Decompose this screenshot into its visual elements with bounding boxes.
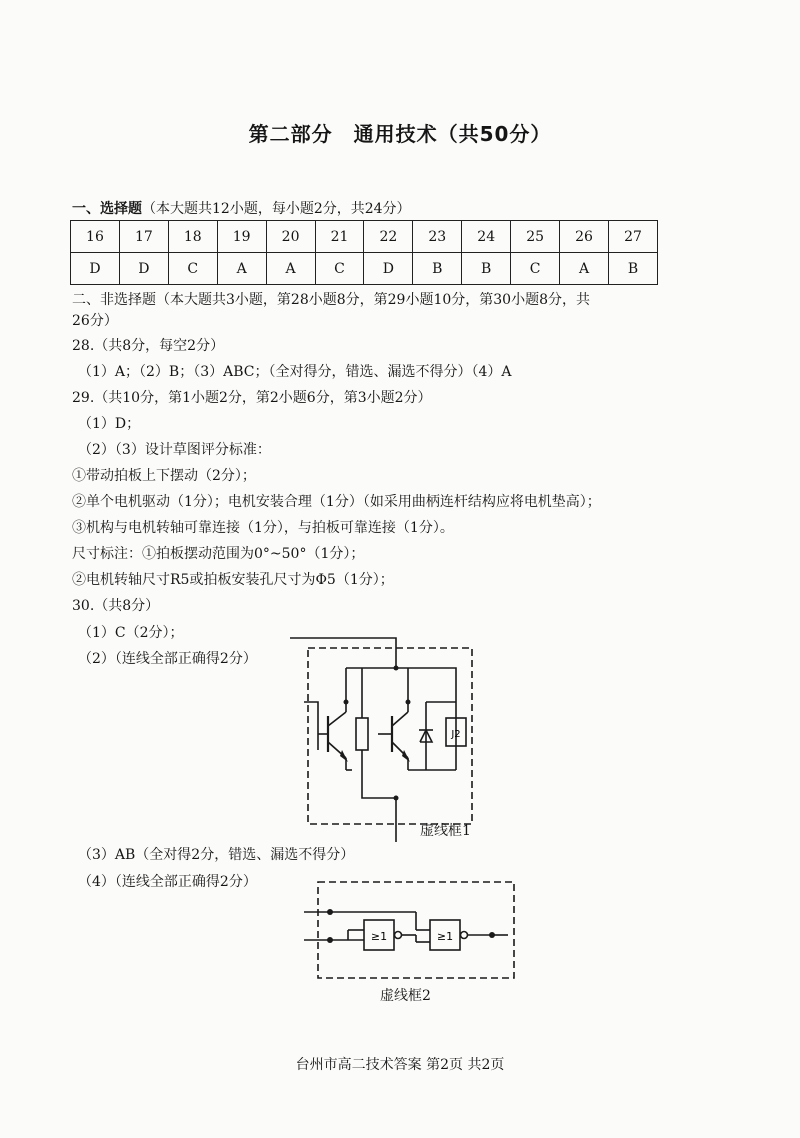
question-cell: 18 bbox=[168, 221, 217, 253]
q30-part3: （3）AB（全对得2分，错选、漏选不得分） bbox=[78, 847, 355, 863]
q29-criterion-3: ③机构与电机转轴可靠连接（1分），与拍板可靠连接（1分）。 bbox=[72, 520, 454, 536]
answer-cell: B bbox=[608, 253, 657, 285]
section1-note: （本大题共12小题，每小题2分，共24分） bbox=[142, 201, 411, 217]
section1-heading-row bbox=[72, 200, 411, 218]
figure2-caption: 虚线框2 bbox=[380, 988, 431, 1004]
page-title: 第二部分 通用技术（共50分） bbox=[248, 122, 552, 146]
question-cell: 20 bbox=[266, 221, 315, 253]
q29-dimension-1: 尺寸标注：①拍板摆动范围为0°~50°（1分）； bbox=[72, 546, 365, 562]
question-cell: 24 bbox=[462, 221, 511, 253]
answer-table bbox=[70, 220, 658, 285]
gate1-label: ≥1 bbox=[370, 930, 388, 943]
q30-part4: （4）（连线全部正确得2分） bbox=[78, 874, 257, 890]
answer-cell: D bbox=[364, 253, 413, 285]
answer-cell: A bbox=[266, 253, 315, 285]
answer-row bbox=[71, 253, 658, 285]
question-cell: 19 bbox=[217, 221, 266, 253]
page-footer: 台州市高二技术答案 第2页 共2页 bbox=[295, 1057, 505, 1073]
q28-answer: （1）A；（2）B；（3）ABC；（全对得分，错选、漏选不得分）（4）A bbox=[78, 364, 512, 380]
question-cell: 16 bbox=[71, 221, 120, 253]
answer-cell: A bbox=[217, 253, 266, 285]
q29-part1: （1）D； bbox=[78, 416, 141, 432]
question-number-row bbox=[71, 221, 658, 253]
answer-cell: C bbox=[168, 253, 217, 285]
q29-criterion-2: ②单个电机驱动（1分）；电机安装合理（1分）（如采用曲柄连杆结构应将电机垫高）； bbox=[72, 494, 601, 510]
gate2-label: ≥1 bbox=[436, 930, 454, 943]
answer-cell: A bbox=[560, 253, 609, 285]
question-cell: 21 bbox=[315, 221, 364, 253]
answer-cell: D bbox=[71, 253, 120, 285]
question-cell: 26 bbox=[560, 221, 609, 253]
question-cell: 22 bbox=[364, 221, 413, 253]
question-cell: 27 bbox=[608, 221, 657, 253]
question-cell: 17 bbox=[119, 221, 168, 253]
q29-criterion-1: ①带动拍板上下摆动（2分）； bbox=[72, 468, 256, 484]
q29-dimension-2: ②电机转轴尺寸R5或拍板安装孔尺寸为Φ5（1分）； bbox=[72, 572, 394, 588]
q30-part2: （2）（连线全部正确得2分） bbox=[78, 651, 257, 667]
circuit-diagram-1 bbox=[290, 630, 490, 845]
figure1-caption: 虚线框1 bbox=[420, 823, 471, 839]
answer-cell: C bbox=[511, 253, 560, 285]
answer-cell: B bbox=[462, 253, 511, 285]
q30-part1: （1）C（2分）； bbox=[78, 625, 184, 641]
q29-head: 29.（共10分，第1小题2分，第2小题6分，第3小题2分） bbox=[72, 390, 432, 406]
answer-cell: C bbox=[315, 253, 364, 285]
question-cell: 23 bbox=[413, 221, 462, 253]
answer-cell: D bbox=[119, 253, 168, 285]
resistor bbox=[356, 718, 368, 750]
section2-heading-cont: 26分） bbox=[72, 313, 118, 329]
section2-heading: 二、非选择题（本大题共3小题，第28小题8分，第29小题10分，第30小题8分，共 bbox=[72, 292, 590, 308]
section1-heading: 一、选择题 bbox=[72, 201, 142, 217]
q29-part23: （2）（3）设计草图评分标准： bbox=[78, 442, 271, 458]
relay-label: J2 bbox=[451, 729, 461, 740]
question-cell: 25 bbox=[511, 221, 560, 253]
answer-cell: B bbox=[413, 253, 462, 285]
logic-diagram-2 bbox=[300, 874, 520, 984]
q30-head: 30.（共8分） bbox=[72, 598, 160, 614]
q28-head: 28.（共8分，每空2分） bbox=[72, 338, 225, 354]
